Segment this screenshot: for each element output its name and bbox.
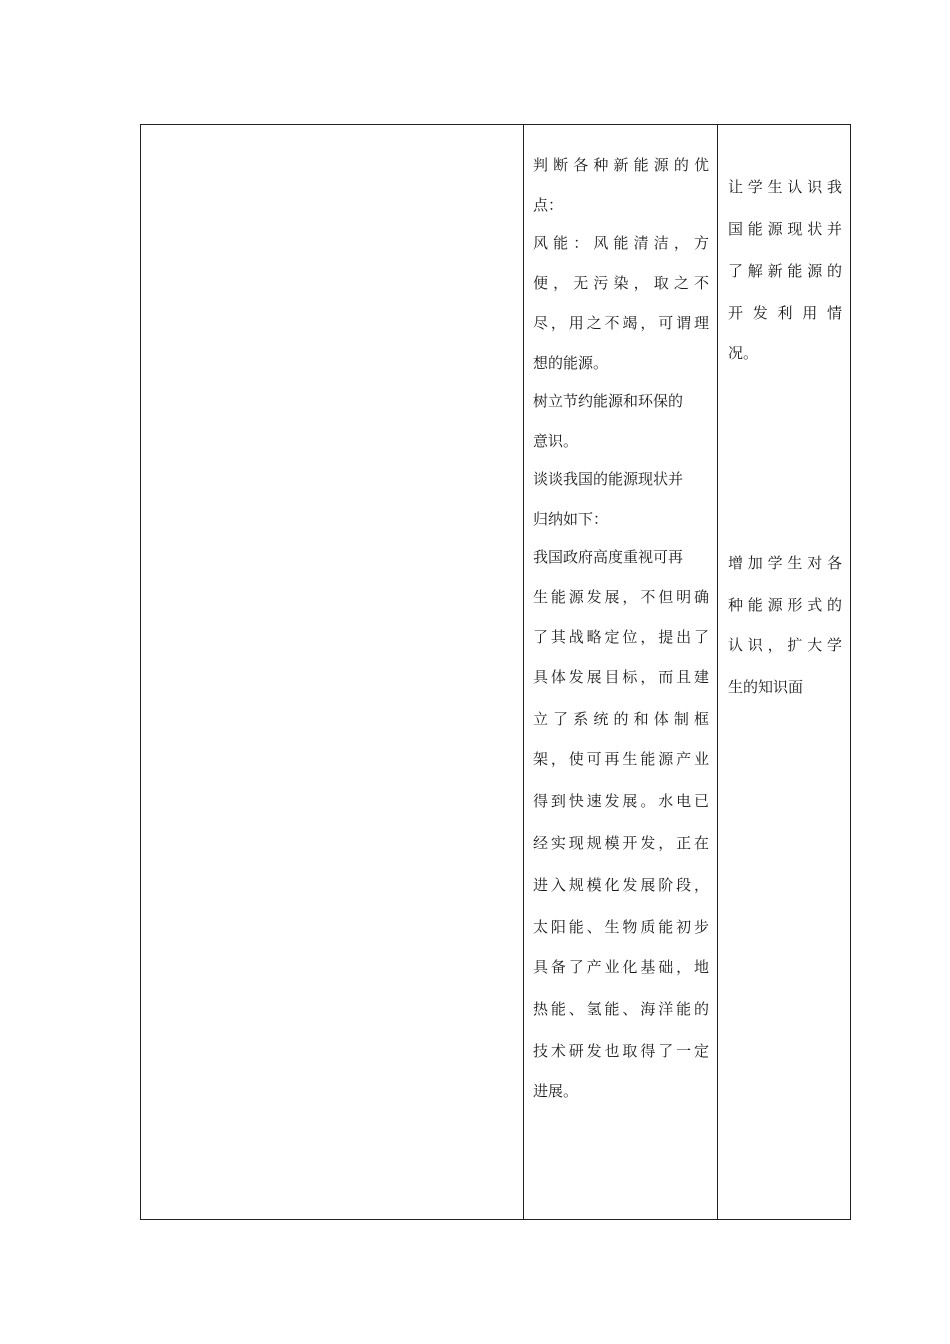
activity-line: 进入规模化发展阶段， [533, 876, 709, 894]
intent-line: 让学生认识我 [728, 178, 842, 196]
lesson-table [140, 124, 851, 1220]
activity-line: 生能源发展，不但明确 [533, 588, 709, 606]
activity-line: 判断各种新能源的优 [533, 156, 709, 174]
activity-line: 尽，用之不竭，可谓理 [533, 314, 709, 332]
activity-line: 归纳如下： [533, 510, 609, 528]
activity-line: 谈谈我国的能源现状并 [533, 470, 684, 488]
activity-line: 风能：风能清洁，方 [533, 234, 709, 252]
activity-line: 架，使可再生能源产业 [533, 750, 709, 768]
activity-line: 立了系统的和体制框 [533, 710, 709, 728]
intent-line: 生的知识面 [728, 678, 804, 696]
column-divider-2 [717, 125, 718, 1219]
student-activity-column [525, 125, 717, 1219]
intent-line: 国能源现状并 [728, 220, 842, 238]
activity-line: 经实现规模开发，正在 [533, 834, 709, 852]
activity-line: 热能、氢能、海洋能的 [533, 1000, 709, 1018]
design-intent-column [719, 125, 850, 1219]
activity-line: 了其战略定位，提出了 [533, 628, 709, 646]
activity-line: 得到快速发展。水电已 [533, 792, 709, 810]
activity-line: 便，无污染，取之不 [533, 274, 709, 292]
column-divider-1 [523, 125, 524, 1219]
intent-line: 了解新能源的 [728, 262, 842, 280]
activity-line: 进展。 [533, 1082, 579, 1100]
activity-line: 太阳能、生物质能初步 [533, 918, 709, 936]
activity-line: 想的能源。 [533, 354, 609, 372]
activity-line: 点： [533, 196, 564, 214]
intent-line: 况。 [728, 344, 759, 362]
activity-line: 意识。 [533, 432, 579, 450]
activity-line: 树立节约能源和环保的 [533, 392, 684, 410]
activity-line: 具体发展目标，而且建 [533, 668, 709, 686]
activity-line: 技术研发也取得了一定 [533, 1042, 709, 1060]
intent-line: 认识，扩大学 [728, 636, 842, 654]
activity-line: 我国政府高度重视可再 [533, 548, 684, 566]
intent-line: 开发利用情 [728, 304, 842, 322]
activity-line: 具备了产业化基础，地 [533, 958, 709, 976]
intent-line: 增加学生对各 [728, 554, 842, 572]
intent-line: 种能源形式的 [728, 596, 842, 614]
